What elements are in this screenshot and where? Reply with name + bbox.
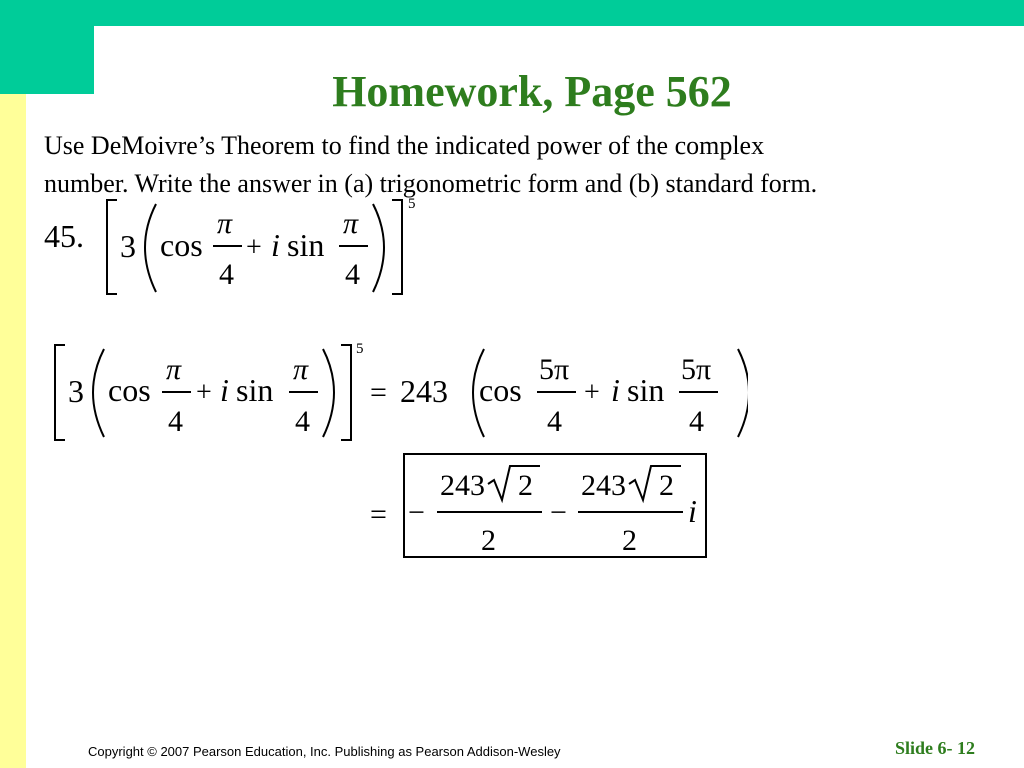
equals-sign: =	[370, 498, 387, 531]
right-paren	[373, 204, 384, 292]
instruction-line-1: Use DeMoivre’s Theorem to find the indicated power of the complex	[44, 131, 765, 160]
slide-number: Slide 6- 12	[895, 738, 976, 758]
imaginary-unit: i	[611, 372, 620, 408]
minus-sign: −	[550, 496, 567, 529]
cos-label: cos	[479, 372, 522, 408]
denominator: 4	[689, 405, 704, 438]
slide-title: Homework, Page 562	[332, 67, 732, 116]
denominator: 2	[622, 524, 637, 557]
coefficient: 3	[120, 228, 136, 264]
numerator: 5π	[539, 353, 570, 386]
right-paren	[323, 349, 334, 437]
solution-line-1	[48, 335, 748, 450]
numerator: π	[343, 207, 359, 240]
denominator: 4	[547, 405, 562, 438]
numerator: π	[217, 207, 233, 240]
radicand: 2	[659, 469, 674, 502]
exponent: 5	[356, 341, 364, 357]
equals-sign: =	[370, 376, 387, 409]
solution-line-2	[360, 450, 720, 565]
instruction-line-2: number. Write the answer in (a) trigonometric form and (b) standard form.	[44, 169, 818, 198]
imaginary-unit: i	[688, 493, 697, 529]
plus-sign: +	[584, 377, 600, 408]
footer-copyright: Copyright © 2007 Pearson Education, Inc. Publishing as Pearson Addison-Wesley	[88, 744, 561, 759]
left-paren	[145, 204, 156, 292]
sin-label: sin	[287, 227, 325, 263]
coefficient: 3	[68, 373, 84, 409]
cos-label: cos	[160, 227, 203, 263]
denominator: 4	[219, 258, 234, 291]
left-paren	[93, 349, 104, 437]
minus-sign: −	[408, 496, 425, 529]
imaginary-unit: i	[271, 227, 280, 263]
right-bracket	[392, 200, 402, 294]
left-bracket	[107, 200, 117, 294]
sin-label: sin	[236, 372, 274, 408]
problem-expression	[100, 192, 430, 302]
exponent: 5	[408, 196, 416, 212]
coefficient: 243	[581, 469, 626, 502]
radicand: 2	[518, 469, 533, 502]
left-bracket	[55, 345, 65, 440]
numerator: 5π	[681, 353, 712, 386]
cos-label: cos	[108, 372, 151, 408]
denominator: 4	[295, 405, 310, 438]
sin-label: sin	[627, 372, 665, 408]
imaginary-unit: i	[220, 372, 229, 408]
numerator: π	[166, 353, 182, 386]
top-accent-bar	[0, 0, 1024, 26]
plus-sign: +	[196, 377, 212, 408]
result-coefficient: 243	[400, 373, 448, 409]
problem-number: 45.	[44, 218, 84, 254]
side-accent-bar	[0, 94, 26, 768]
denominator: 4	[168, 405, 183, 438]
denominator: 2	[481, 524, 496, 557]
right-bracket	[341, 345, 351, 440]
plus-sign: +	[246, 232, 262, 263]
right-paren	[738, 349, 748, 437]
denominator: 4	[345, 258, 360, 291]
coefficient: 243	[440, 469, 485, 502]
numerator: π	[293, 353, 309, 386]
